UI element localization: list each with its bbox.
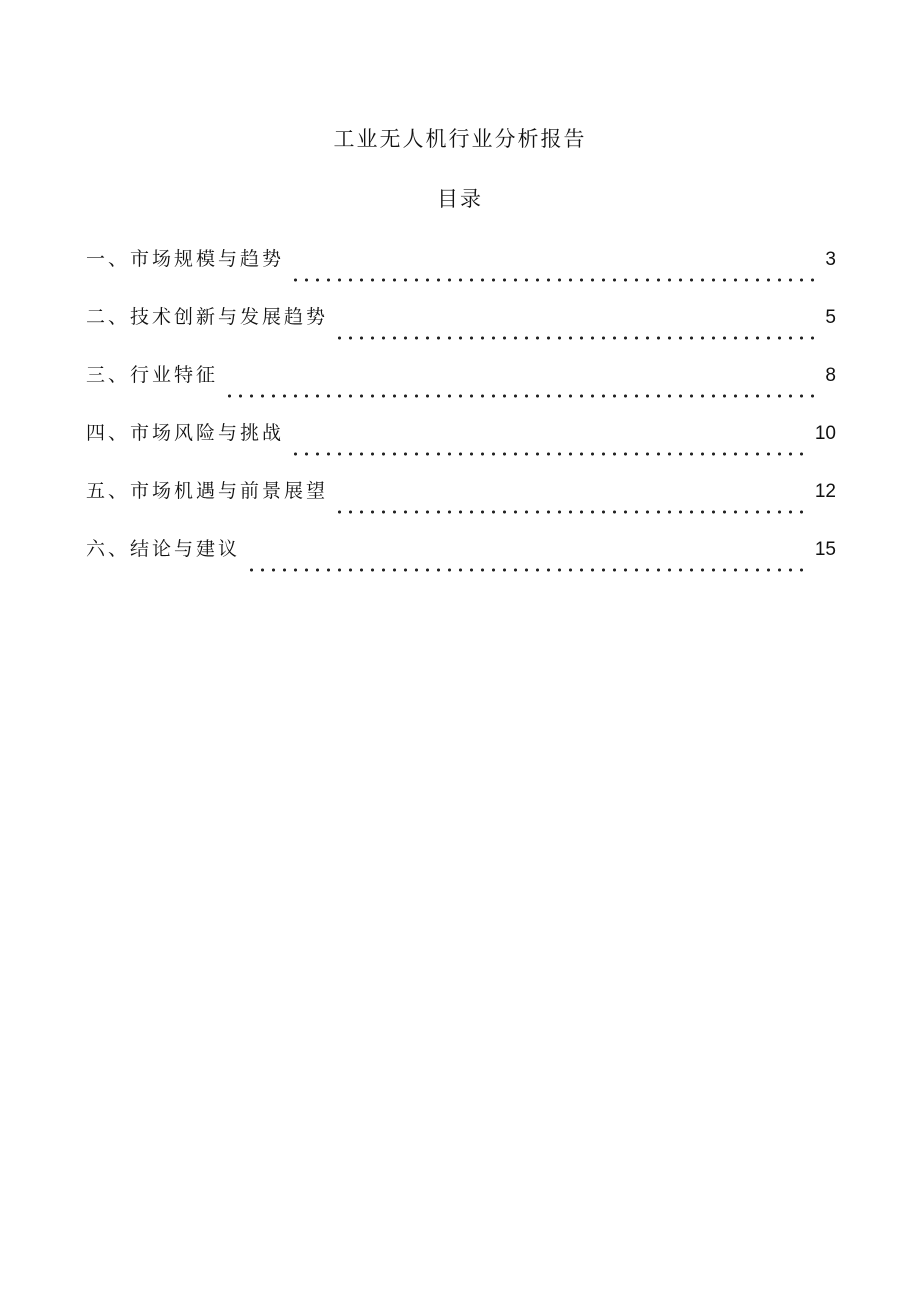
toc-entry[interactable] (86, 361, 836, 419)
toc-entry-label: 五、市场机遇与前景展望 (86, 480, 329, 502)
toc-entry[interactable] (86, 419, 836, 477)
toc-entry-label: 六、结论与建议 (86, 538, 241, 560)
toc-dot-leader (246, 568, 811, 572)
toc-entry-label: 四、市场风险与挑战 (86, 422, 285, 444)
table-of-contents (86, 245, 836, 593)
toc-entry[interactable] (86, 535, 836, 593)
toc-dot-leader (334, 510, 811, 514)
toc-entry-label: 二、技术创新与发展趋势 (86, 306, 329, 328)
toc-dot-leader (334, 336, 821, 340)
toc-dot-leader (224, 394, 821, 398)
toc-entry[interactable] (86, 303, 836, 361)
toc-page-number: 3 (825, 249, 836, 270)
toc-page-number: 15 (814, 539, 836, 560)
toc-heading: 目录 (437, 187, 483, 211)
toc-page-number: 5 (825, 307, 836, 328)
toc-entry-label: 一、市场规模与趋势 (86, 248, 285, 270)
toc-entry-label: 三、行业特征 (86, 364, 219, 386)
toc-dot-leader (290, 278, 821, 282)
toc-dot-leader (290, 452, 811, 456)
toc-entry[interactable] (86, 477, 836, 535)
toc-entry[interactable] (86, 245, 836, 303)
toc-page-number: 10 (814, 423, 836, 444)
toc-page-number: 8 (825, 365, 836, 386)
document-title: 工业无人机行业分析报告 (333, 127, 587, 151)
toc-page-number: 12 (814, 481, 836, 502)
